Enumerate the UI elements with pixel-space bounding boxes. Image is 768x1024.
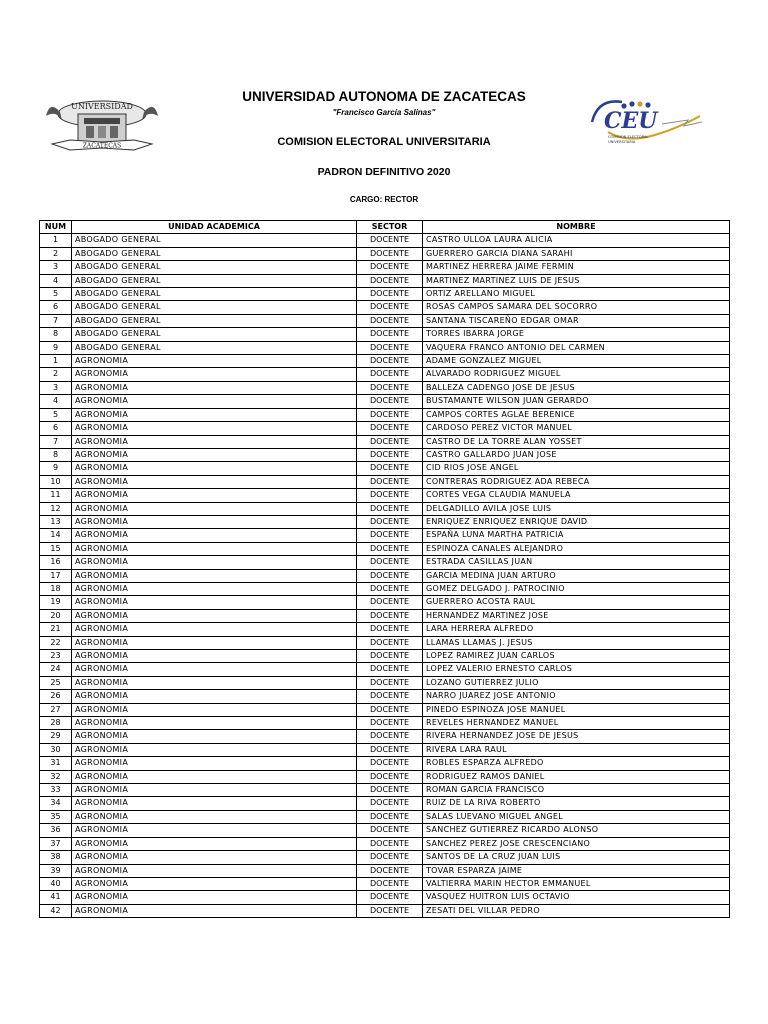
row-unidad-academica: AGRONOMIA bbox=[72, 650, 357, 663]
row-unidad-academica: AGRONOMIA bbox=[72, 663, 357, 676]
row-sector: DOCENTE bbox=[357, 448, 423, 461]
row-sector: DOCENTE bbox=[357, 891, 423, 904]
row-num: 5 bbox=[40, 408, 72, 421]
row-sector: DOCENTE bbox=[357, 261, 423, 274]
table-row bbox=[40, 368, 730, 381]
row-sector: DOCENTE bbox=[357, 301, 423, 314]
row-sector: DOCENTE bbox=[357, 623, 423, 636]
row-nombre: ESPINOZA CANALES ALEJANDRO bbox=[423, 542, 730, 555]
svg-text:UNIVERSIDAD: UNIVERSIDAD bbox=[71, 102, 133, 111]
row-sector: DOCENTE bbox=[357, 770, 423, 783]
row-sector: DOCENTE bbox=[357, 596, 423, 609]
row-unidad-academica: ABOGADO GENERAL bbox=[72, 234, 357, 247]
row-sector: DOCENTE bbox=[357, 757, 423, 770]
table-row bbox=[40, 690, 730, 703]
row-num: 21 bbox=[40, 623, 72, 636]
table-row bbox=[40, 462, 730, 475]
row-nombre: ALVARADO RODRIGUEZ MIGUEL bbox=[423, 368, 730, 381]
row-unidad-academica: AGRONOMIA bbox=[72, 757, 357, 770]
row-num: 8 bbox=[40, 328, 72, 341]
row-num: 2 bbox=[40, 247, 72, 260]
table-row bbox=[40, 556, 730, 569]
row-nombre: LOPEZ VALERIO ERNESTO CARLOS bbox=[423, 663, 730, 676]
row-unidad-academica: AGRONOMIA bbox=[72, 489, 357, 502]
table-row bbox=[40, 650, 730, 663]
row-unidad-academica: AGRONOMIA bbox=[72, 556, 357, 569]
table-row bbox=[40, 609, 730, 622]
row-unidad-academica: AGRONOMIA bbox=[72, 851, 357, 864]
row-unidad-academica: AGRONOMIA bbox=[72, 475, 357, 488]
row-unidad-academica: AGRONOMIA bbox=[72, 730, 357, 743]
header-sector: SECTOR bbox=[357, 221, 423, 234]
row-num: 17 bbox=[40, 569, 72, 582]
row-nombre: ROMAN GARCIA FRANCISCO bbox=[423, 784, 730, 797]
row-sector: DOCENTE bbox=[357, 609, 423, 622]
table-row bbox=[40, 502, 730, 515]
row-num: 32 bbox=[40, 770, 72, 783]
table-row bbox=[40, 529, 730, 542]
row-sector: DOCENTE bbox=[357, 274, 423, 287]
table-row bbox=[40, 864, 730, 877]
row-unidad-academica: AGRONOMIA bbox=[72, 770, 357, 783]
row-num: 8 bbox=[40, 448, 72, 461]
table-row bbox=[40, 301, 730, 314]
row-nombre: BUSTAMANTE WILSON JUAN GERARDO bbox=[423, 395, 730, 408]
row-nombre: CONTRERAS RODRIGUEZ ADA REBECA bbox=[423, 475, 730, 488]
row-num: 4 bbox=[40, 274, 72, 287]
row-sector: DOCENTE bbox=[357, 462, 423, 475]
table-row bbox=[40, 234, 730, 247]
row-nombre: GARCIA MEDINA JUAN ARTURO bbox=[423, 569, 730, 582]
table-body bbox=[40, 234, 730, 918]
table-row bbox=[40, 676, 730, 689]
row-num: 12 bbox=[40, 502, 72, 515]
row-sector: DOCENTE bbox=[357, 676, 423, 689]
row-num: 13 bbox=[40, 515, 72, 528]
row-sector: DOCENTE bbox=[357, 355, 423, 368]
table-row bbox=[40, 355, 730, 368]
row-sector: DOCENTE bbox=[357, 730, 423, 743]
row-unidad-academica: AGRONOMIA bbox=[72, 891, 357, 904]
row-unidad-academica: AGRONOMIA bbox=[72, 797, 357, 810]
table-row bbox=[40, 743, 730, 756]
row-num: 9 bbox=[40, 341, 72, 354]
row-num: 6 bbox=[40, 301, 72, 314]
row-num: 3 bbox=[40, 381, 72, 394]
row-nombre: LLAMAS LLAMAS J. JESUS bbox=[423, 636, 730, 649]
row-num: 10 bbox=[40, 475, 72, 488]
row-unidad-academica: AGRONOMIA bbox=[72, 877, 357, 890]
row-unidad-academica: AGRONOMIA bbox=[72, 784, 357, 797]
row-num: 33 bbox=[40, 784, 72, 797]
row-sector: DOCENTE bbox=[357, 824, 423, 837]
table-row bbox=[40, 703, 730, 716]
row-num: 19 bbox=[40, 596, 72, 609]
row-sector: DOCENTE bbox=[357, 515, 423, 528]
row-sector: DOCENTE bbox=[357, 582, 423, 595]
table-row bbox=[40, 784, 730, 797]
row-unidad-academica: AGRONOMIA bbox=[72, 515, 357, 528]
document-title: PADRON DEFINITIVO 2020 bbox=[317, 166, 451, 178]
row-unidad-academica: AGRONOMIA bbox=[72, 529, 357, 542]
row-unidad-academica: AGRONOMIA bbox=[72, 810, 357, 823]
table-row bbox=[40, 475, 730, 488]
row-num: 6 bbox=[40, 422, 72, 435]
row-sector: DOCENTE bbox=[357, 502, 423, 515]
row-num: 25 bbox=[40, 676, 72, 689]
row-unidad-academica: AGRONOMIA bbox=[72, 824, 357, 837]
row-nombre: ORTIZ ARELLANO MIGUEL bbox=[423, 288, 730, 301]
table-row bbox=[40, 797, 730, 810]
table-row bbox=[40, 261, 730, 274]
table-row bbox=[40, 381, 730, 394]
row-unidad-academica: AGRONOMIA bbox=[72, 864, 357, 877]
row-sector: DOCENTE bbox=[357, 314, 423, 327]
row-unidad-academica: AGRONOMIA bbox=[72, 368, 357, 381]
row-sector: DOCENTE bbox=[357, 381, 423, 394]
table-row bbox=[40, 314, 730, 327]
row-num: 29 bbox=[40, 730, 72, 743]
row-num: 5 bbox=[40, 288, 72, 301]
table-row bbox=[40, 395, 730, 408]
row-num: 31 bbox=[40, 757, 72, 770]
table-row bbox=[40, 904, 730, 917]
table-row bbox=[40, 288, 730, 301]
row-sector: DOCENTE bbox=[357, 636, 423, 649]
row-nombre: BALLEZA CADENGO JOSE DE JESUS bbox=[423, 381, 730, 394]
row-nombre: TOVAR ESPARZA JAIME bbox=[423, 864, 730, 877]
row-num: 9 bbox=[40, 462, 72, 475]
row-num: 16 bbox=[40, 556, 72, 569]
table-row bbox=[40, 408, 730, 421]
row-num: 1 bbox=[40, 355, 72, 368]
table-header-row bbox=[40, 221, 730, 234]
header-unidad-academica: UNIDAD ACADEMICA bbox=[72, 221, 357, 234]
table-row bbox=[40, 274, 730, 287]
row-unidad-academica: AGRONOMIA bbox=[72, 582, 357, 595]
table-row bbox=[40, 824, 730, 837]
table-row bbox=[40, 837, 730, 850]
row-sector: DOCENTE bbox=[357, 422, 423, 435]
row-num: 15 bbox=[40, 542, 72, 555]
row-num: 1 bbox=[40, 234, 72, 247]
row-sector: DOCENTE bbox=[357, 690, 423, 703]
row-nombre: RIVERA LARA RAUL bbox=[423, 743, 730, 756]
row-unidad-academica: ABOGADO GENERAL bbox=[72, 301, 357, 314]
row-nombre: GUERRERO GARCIA DIANA SARAHI bbox=[423, 247, 730, 260]
row-num: 26 bbox=[40, 690, 72, 703]
row-num: 37 bbox=[40, 837, 72, 850]
row-num: 3 bbox=[40, 261, 72, 274]
row-sector: DOCENTE bbox=[357, 288, 423, 301]
row-sector: DOCENTE bbox=[357, 851, 423, 864]
svg-text:UNIVERSITARIA: UNIVERSITARIA bbox=[608, 140, 636, 144]
row-sector: DOCENTE bbox=[357, 663, 423, 676]
row-unidad-academica: AGRONOMIA bbox=[72, 395, 357, 408]
row-nombre: MARTINEZ MARTINEZ LUIS DE JESUS bbox=[423, 274, 730, 287]
row-num: 38 bbox=[40, 851, 72, 864]
commission-title: COMISION ELECTORAL UNIVERSITARIA bbox=[277, 136, 491, 148]
row-nombre: ADAME GONZALEZ MIGUEL bbox=[423, 355, 730, 368]
row-unidad-academica: AGRONOMIA bbox=[72, 408, 357, 421]
row-unidad-academica: AGRONOMIA bbox=[72, 676, 357, 689]
table-row bbox=[40, 623, 730, 636]
table-row bbox=[40, 448, 730, 461]
row-nombre: TORRES IBARRA JORGE bbox=[423, 328, 730, 341]
table-row bbox=[40, 730, 730, 743]
row-unidad-academica: AGRONOMIA bbox=[72, 462, 357, 475]
row-num: 30 bbox=[40, 743, 72, 756]
row-sector: DOCENTE bbox=[357, 864, 423, 877]
row-num: 23 bbox=[40, 650, 72, 663]
row-nombre: ROBLES ESPARZA ALFREDO bbox=[423, 757, 730, 770]
row-nombre: VASQUEZ HUITRON LUIS OCTAVIO bbox=[423, 891, 730, 904]
row-sector: DOCENTE bbox=[357, 877, 423, 890]
table-row bbox=[40, 542, 730, 555]
row-unidad-academica: ABOGADO GENERAL bbox=[72, 341, 357, 354]
row-num: 34 bbox=[40, 797, 72, 810]
row-sector: DOCENTE bbox=[357, 435, 423, 448]
row-num: 27 bbox=[40, 703, 72, 716]
table-row bbox=[40, 328, 730, 341]
row-unidad-academica: ABOGADO GENERAL bbox=[72, 261, 357, 274]
row-unidad-academica: AGRONOMIA bbox=[72, 837, 357, 850]
row-sector: DOCENTE bbox=[357, 247, 423, 260]
row-num: 24 bbox=[40, 663, 72, 676]
voter-roll-table bbox=[39, 220, 730, 918]
table-row bbox=[40, 810, 730, 823]
row-sector: DOCENTE bbox=[357, 569, 423, 582]
row-sector: DOCENTE bbox=[357, 784, 423, 797]
row-num: 14 bbox=[40, 529, 72, 542]
row-nombre: NARRO JUAREZ JOSE ANTONIO bbox=[423, 690, 730, 703]
row-num: 20 bbox=[40, 609, 72, 622]
row-unidad-academica: AGRONOMIA bbox=[72, 381, 357, 394]
row-nombre: CASTRO ULLOA LAURA ALICIA bbox=[423, 234, 730, 247]
table-row bbox=[40, 247, 730, 260]
table-row bbox=[40, 569, 730, 582]
row-sector: DOCENTE bbox=[357, 904, 423, 917]
row-num: 42 bbox=[40, 904, 72, 917]
row-nombre: GOMEZ DELGADO J. PATROCINIO bbox=[423, 582, 730, 595]
row-nombre: CID RIOS JOSE ANGEL bbox=[423, 462, 730, 475]
row-nombre: SANCHEZ GUTIERREZ RICARDO ALONSO bbox=[423, 824, 730, 837]
row-nombre: ZESATI DEL VILLAR PEDRO bbox=[423, 904, 730, 917]
row-num: 28 bbox=[40, 717, 72, 730]
row-nombre: LOPEZ RAMIREZ JUAN CARLOS bbox=[423, 650, 730, 663]
svg-text:CEU: CEU bbox=[604, 108, 658, 134]
table-row bbox=[40, 717, 730, 730]
table-row bbox=[40, 757, 730, 770]
row-sector: DOCENTE bbox=[357, 234, 423, 247]
table-row bbox=[40, 663, 730, 676]
table-row bbox=[40, 515, 730, 528]
row-unidad-academica: AGRONOMIA bbox=[72, 435, 357, 448]
row-unidad-academica: AGRONOMIA bbox=[72, 422, 357, 435]
university-subtitle: "Francisco García Salinas" bbox=[332, 108, 436, 117]
table-row bbox=[40, 851, 730, 864]
row-nombre: ESPAÑA LUNA MARTHA PATRICIA bbox=[423, 529, 730, 542]
row-nombre: ESTRADA CASILLAS JUAN bbox=[423, 556, 730, 569]
row-unidad-academica: AGRONOMIA bbox=[72, 743, 357, 756]
row-unidad-academica: AGRONOMIA bbox=[72, 448, 357, 461]
svg-text:COMISION ELECTORAL: COMISION ELECTORAL bbox=[608, 135, 649, 139]
row-nombre: DELGADILLO AVILA JOSE LUIS bbox=[423, 502, 730, 515]
row-num: 41 bbox=[40, 891, 72, 904]
table-row bbox=[40, 891, 730, 904]
row-unidad-academica: ABOGADO GENERAL bbox=[72, 288, 357, 301]
row-sector: DOCENTE bbox=[357, 368, 423, 381]
row-nombre: MARTINEZ HERRERA JAIME FERMIN bbox=[423, 261, 730, 274]
row-unidad-academica: ABOGADO GENERAL bbox=[72, 247, 357, 260]
row-sector: DOCENTE bbox=[357, 475, 423, 488]
row-unidad-academica: ABOGADO GENERAL bbox=[72, 314, 357, 327]
table-row bbox=[40, 596, 730, 609]
row-sector: DOCENTE bbox=[357, 797, 423, 810]
row-nombre: LARA HERRERA ALFREDO bbox=[423, 623, 730, 636]
row-sector: DOCENTE bbox=[357, 529, 423, 542]
row-sector: DOCENTE bbox=[357, 395, 423, 408]
table-row bbox=[40, 877, 730, 890]
university-title: UNIVERSIDAD AUTONOMA DE ZACATECAS bbox=[242, 89, 526, 104]
row-nombre: CASTRO DE LA TORRE ALAN YOSSET bbox=[423, 435, 730, 448]
row-num: 36 bbox=[40, 824, 72, 837]
row-nombre: CASTRO GALLARDO JUAN JOSE bbox=[423, 448, 730, 461]
row-sector: DOCENTE bbox=[357, 542, 423, 555]
row-nombre: GUERRERO ACOSTA RAUL bbox=[423, 596, 730, 609]
row-unidad-academica: AGRONOMIA bbox=[72, 502, 357, 515]
table-row bbox=[40, 770, 730, 783]
row-sector: DOCENTE bbox=[357, 717, 423, 730]
row-unidad-academica: AGRONOMIA bbox=[72, 609, 357, 622]
row-num: 40 bbox=[40, 877, 72, 890]
table-row bbox=[40, 582, 730, 595]
row-unidad-academica: AGRONOMIA bbox=[72, 904, 357, 917]
row-sector: DOCENTE bbox=[357, 743, 423, 756]
row-unidad-academica: ABOGADO GENERAL bbox=[72, 274, 357, 287]
row-sector: DOCENTE bbox=[357, 328, 423, 341]
row-nombre: RIVERA HERNANDEZ JOSE DE JESUS bbox=[423, 730, 730, 743]
row-sector: DOCENTE bbox=[357, 703, 423, 716]
row-sector: DOCENTE bbox=[357, 408, 423, 421]
row-num: 39 bbox=[40, 864, 72, 877]
table-row bbox=[40, 636, 730, 649]
row-sector: DOCENTE bbox=[357, 650, 423, 663]
row-num: 22 bbox=[40, 636, 72, 649]
row-nombre: PINEDO ESPINOZA JOSE MANUEL bbox=[423, 703, 730, 716]
header-num: NUM bbox=[40, 221, 72, 234]
row-num: 4 bbox=[40, 395, 72, 408]
cargo-label: CARGO: RECTOR bbox=[349, 195, 419, 204]
table-row bbox=[40, 489, 730, 502]
row-nombre: RUIZ DE LA RIVA ROBERTO bbox=[423, 797, 730, 810]
row-unidad-academica: AGRONOMIA bbox=[72, 542, 357, 555]
row-sector: DOCENTE bbox=[357, 556, 423, 569]
row-nombre: SALAS LUEVANO MIGUEL ANGEL bbox=[423, 810, 730, 823]
header-nombre: NOMBRE bbox=[423, 221, 730, 234]
row-num: 7 bbox=[40, 314, 72, 327]
row-nombre: VAQUERA FRANCO ANTONIO DEL CARMEN bbox=[423, 341, 730, 354]
row-unidad-academica: AGRONOMIA bbox=[72, 569, 357, 582]
row-nombre: SANTOS DE LA CRUZ JUAN LUIS bbox=[423, 851, 730, 864]
row-unidad-academica: AGRONOMIA bbox=[72, 703, 357, 716]
row-unidad-academica: AGRONOMIA bbox=[72, 596, 357, 609]
row-nombre: RODRIGUEZ RAMOS DANIEL bbox=[423, 770, 730, 783]
row-unidad-academica: AGRONOMIA bbox=[72, 717, 357, 730]
row-nombre: VALTIERRA MARIN HECTOR EMMANUEL bbox=[423, 877, 730, 890]
row-nombre: HERNANDEZ MARTINEZ JOSE bbox=[423, 609, 730, 622]
row-sector: DOCENTE bbox=[357, 837, 423, 850]
row-nombre: ROSAS CAMPOS SAMARA DEL SOCORRO bbox=[423, 301, 730, 314]
row-unidad-academica: AGRONOMIA bbox=[72, 636, 357, 649]
row-nombre: SANTANA TISCAREÑO EDGAR OMAR bbox=[423, 314, 730, 327]
row-num: 35 bbox=[40, 810, 72, 823]
row-sector: DOCENTE bbox=[357, 341, 423, 354]
svg-text:ZACATECAS: ZACATECAS bbox=[82, 142, 122, 150]
row-unidad-academica: ABOGADO GENERAL bbox=[72, 328, 357, 341]
row-sector: DOCENTE bbox=[357, 489, 423, 502]
row-nombre: CAMPOS CORTES AGLAE BERENICE bbox=[423, 408, 730, 421]
row-nombre: CORTES VEGA CLAUDIA MANUELA bbox=[423, 489, 730, 502]
row-nombre: CARDOSO PEREZ VICTOR MANUEL bbox=[423, 422, 730, 435]
row-num: 11 bbox=[40, 489, 72, 502]
table-row bbox=[40, 422, 730, 435]
row-num: 2 bbox=[40, 368, 72, 381]
row-nombre: SANCHEZ PEREZ JOSE CRESCENCIANO bbox=[423, 837, 730, 850]
row-nombre: REVELES HERNANDEZ MANUEL bbox=[423, 717, 730, 730]
table-row bbox=[40, 435, 730, 448]
row-unidad-academica: AGRONOMIA bbox=[72, 690, 357, 703]
row-unidad-academica: AGRONOMIA bbox=[72, 623, 357, 636]
row-nombre: LOZANO GUTIERREZ JULIO bbox=[423, 676, 730, 689]
row-num: 7 bbox=[40, 435, 72, 448]
table-row bbox=[40, 341, 730, 354]
row-nombre: ENRIQUEZ ENRIQUEZ ENRIQUE DAVID bbox=[423, 515, 730, 528]
row-sector: DOCENTE bbox=[357, 810, 423, 823]
row-unidad-academica: AGRONOMIA bbox=[72, 355, 357, 368]
row-num: 18 bbox=[40, 582, 72, 595]
